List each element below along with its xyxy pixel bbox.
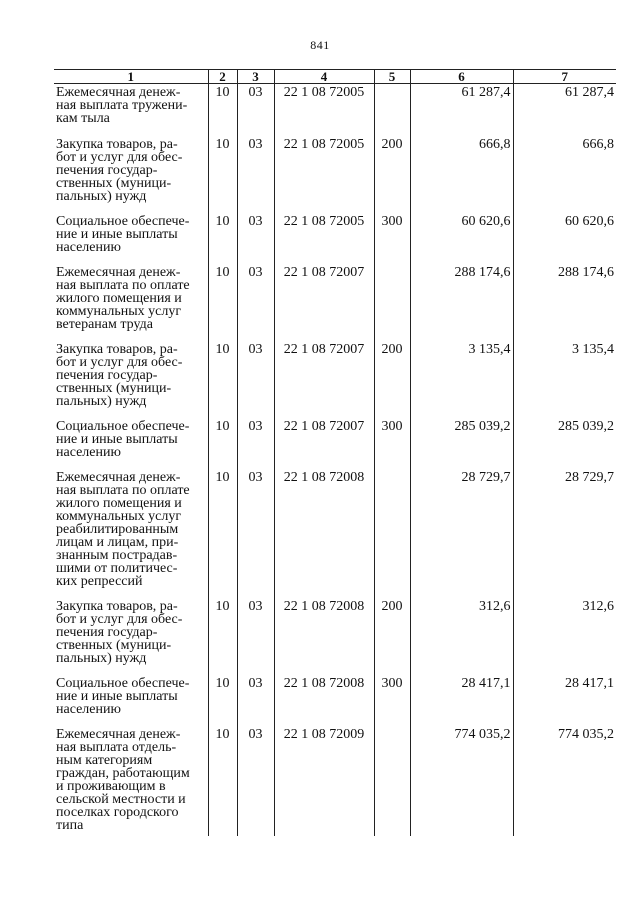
expense-type-cell [374, 726, 410, 836]
column-header-3: 3 [237, 70, 274, 84]
item-name-cell: Социальное обеспече- ние и иные выплаты населению [56, 675, 190, 717]
table-row [54, 264, 616, 341]
item-name-cell: Социальное обеспече- ние и иные выплаты населению [56, 213, 190, 255]
amount-total-cell: 3 135,4 [513, 341, 616, 418]
expense-type-cell [374, 264, 410, 341]
section-cell: 10 [208, 136, 237, 213]
section-cell: 10 [208, 418, 237, 469]
item-name-cell: Закупка товаров, ра- бот и услуг для обес- печения государ- ственных (муници- пальных) нужд [56, 136, 183, 204]
table-row [54, 675, 616, 726]
amount-total-cell: 61 287,4 [513, 84, 616, 136]
amount-cell: 3 135,4 [410, 341, 513, 418]
section-cell: 10 [208, 598, 237, 675]
expense-type-cell: 200 [374, 341, 410, 418]
amount-cell: 774 035,2 [410, 726, 513, 836]
subsection-cell: 03 [237, 598, 274, 675]
amount-cell: 288 174,6 [410, 264, 513, 341]
item-name-cell: Ежемесячная денеж- ная выплата по оплате жилого помещения и коммунальных услуг ветеранам труда [56, 264, 190, 332]
amount-total-cell: 666,8 [513, 136, 616, 213]
target-article-cell: 22 1 08 72008 [274, 598, 374, 675]
column-header-5: 5 [374, 70, 410, 84]
amount-total-cell: 60 620,6 [513, 213, 616, 264]
subsection-cell: 03 [237, 264, 274, 341]
subsection-cell: 03 [237, 341, 274, 418]
table-row [54, 726, 616, 836]
item-name-cell: Закупка товаров, ра- бот и услуг для обес- печения государ- ственных (муници- пальных) нужд [56, 341, 183, 409]
page-number: 841 [310, 38, 330, 52]
amount-cell: 61 287,4 [410, 84, 513, 136]
table-body [54, 84, 616, 836]
expense-type-cell: 300 [374, 675, 410, 726]
amount-cell: 285 039,2 [410, 418, 513, 469]
column-header-1: 1 [54, 70, 208, 84]
expense-type-cell: 300 [374, 213, 410, 264]
expense-type-cell: 200 [374, 598, 410, 675]
table-row [54, 136, 616, 213]
target-article-cell: 22 1 08 72008 [274, 675, 374, 726]
target-article-cell: 22 1 08 72005 [274, 84, 374, 136]
amount-total-cell: 28 729,7 [513, 469, 616, 598]
expense-type-cell: 200 [374, 136, 410, 213]
amount-total-cell: 28 417,1 [513, 675, 616, 726]
expense-type-cell [374, 469, 410, 598]
section-cell: 10 [208, 469, 237, 598]
subsection-cell: 03 [237, 675, 274, 726]
target-article-cell: 22 1 08 72009 [274, 726, 374, 836]
amount-total-cell: 312,6 [513, 598, 616, 675]
section-cell: 10 [208, 675, 237, 726]
subsection-cell: 03 [237, 469, 274, 598]
item-name-cell: Социальное обеспече- ние и иные выплаты населению [56, 418, 190, 460]
amount-cell: 28 729,7 [410, 469, 513, 598]
table-row [54, 418, 616, 469]
column-header-6: 6 [410, 70, 513, 84]
expense-type-cell [374, 84, 410, 136]
target-article-cell: 22 1 08 72005 [274, 136, 374, 213]
subsection-cell: 03 [237, 726, 274, 836]
amount-total-cell: 288 174,6 [513, 264, 616, 341]
amount-total-cell: 285 039,2 [513, 418, 616, 469]
target-article-cell: 22 1 08 72008 [274, 469, 374, 598]
subsection-cell: 03 [237, 84, 274, 136]
section-cell: 10 [208, 726, 237, 836]
target-article-cell: 22 1 08 72007 [274, 418, 374, 469]
section-cell: 10 [208, 84, 237, 136]
column-header-4: 4 [274, 70, 374, 84]
target-article-cell: 22 1 08 72005 [274, 213, 374, 264]
table-row [54, 84, 616, 136]
item-name-cell: Ежемесячная денеж- ная выплата отдель- ным категориям граждан, работающим и проживающим в сельской местности и поселках городского типа [56, 726, 190, 833]
target-article-cell: 22 1 08 72007 [274, 264, 374, 341]
amount-cell: 60 620,6 [410, 213, 513, 264]
budget-table [54, 69, 616, 836]
table-row [54, 598, 616, 675]
section-cell: 10 [208, 264, 237, 341]
table-header-row [54, 70, 616, 84]
subsection-cell: 03 [237, 418, 274, 469]
column-header-7: 7 [513, 70, 616, 84]
amount-cell: 312,6 [410, 598, 513, 675]
table-row [54, 469, 616, 598]
table-row [54, 213, 616, 264]
column-header-2: 2 [208, 70, 237, 84]
target-article-cell: 22 1 08 72007 [274, 341, 374, 418]
amount-total-cell: 774 035,2 [513, 726, 616, 836]
subsection-cell: 03 [237, 213, 274, 264]
item-name-cell: Закупка товаров, ра- бот и услуг для обес- печения государ- ственных (муници- пальных) нужд [56, 598, 183, 666]
amount-cell: 666,8 [410, 136, 513, 213]
item-name-cell: Ежемесячная денеж- ная выплата по оплате жилого помещения и коммунальных услуг реабилитированным лицам и лицам, при- знанным пострадав- шими от политичес- ких репрессий [56, 469, 190, 589]
section-cell: 10 [208, 341, 237, 418]
section-cell: 10 [208, 213, 237, 264]
subsection-cell: 03 [237, 136, 274, 213]
item-name-cell: Ежемесячная денеж- ная выплата тружени- кам тыла [56, 85, 188, 126]
amount-cell: 28 417,1 [410, 675, 513, 726]
table-row [54, 341, 616, 418]
expense-type-cell: 300 [374, 418, 410, 469]
